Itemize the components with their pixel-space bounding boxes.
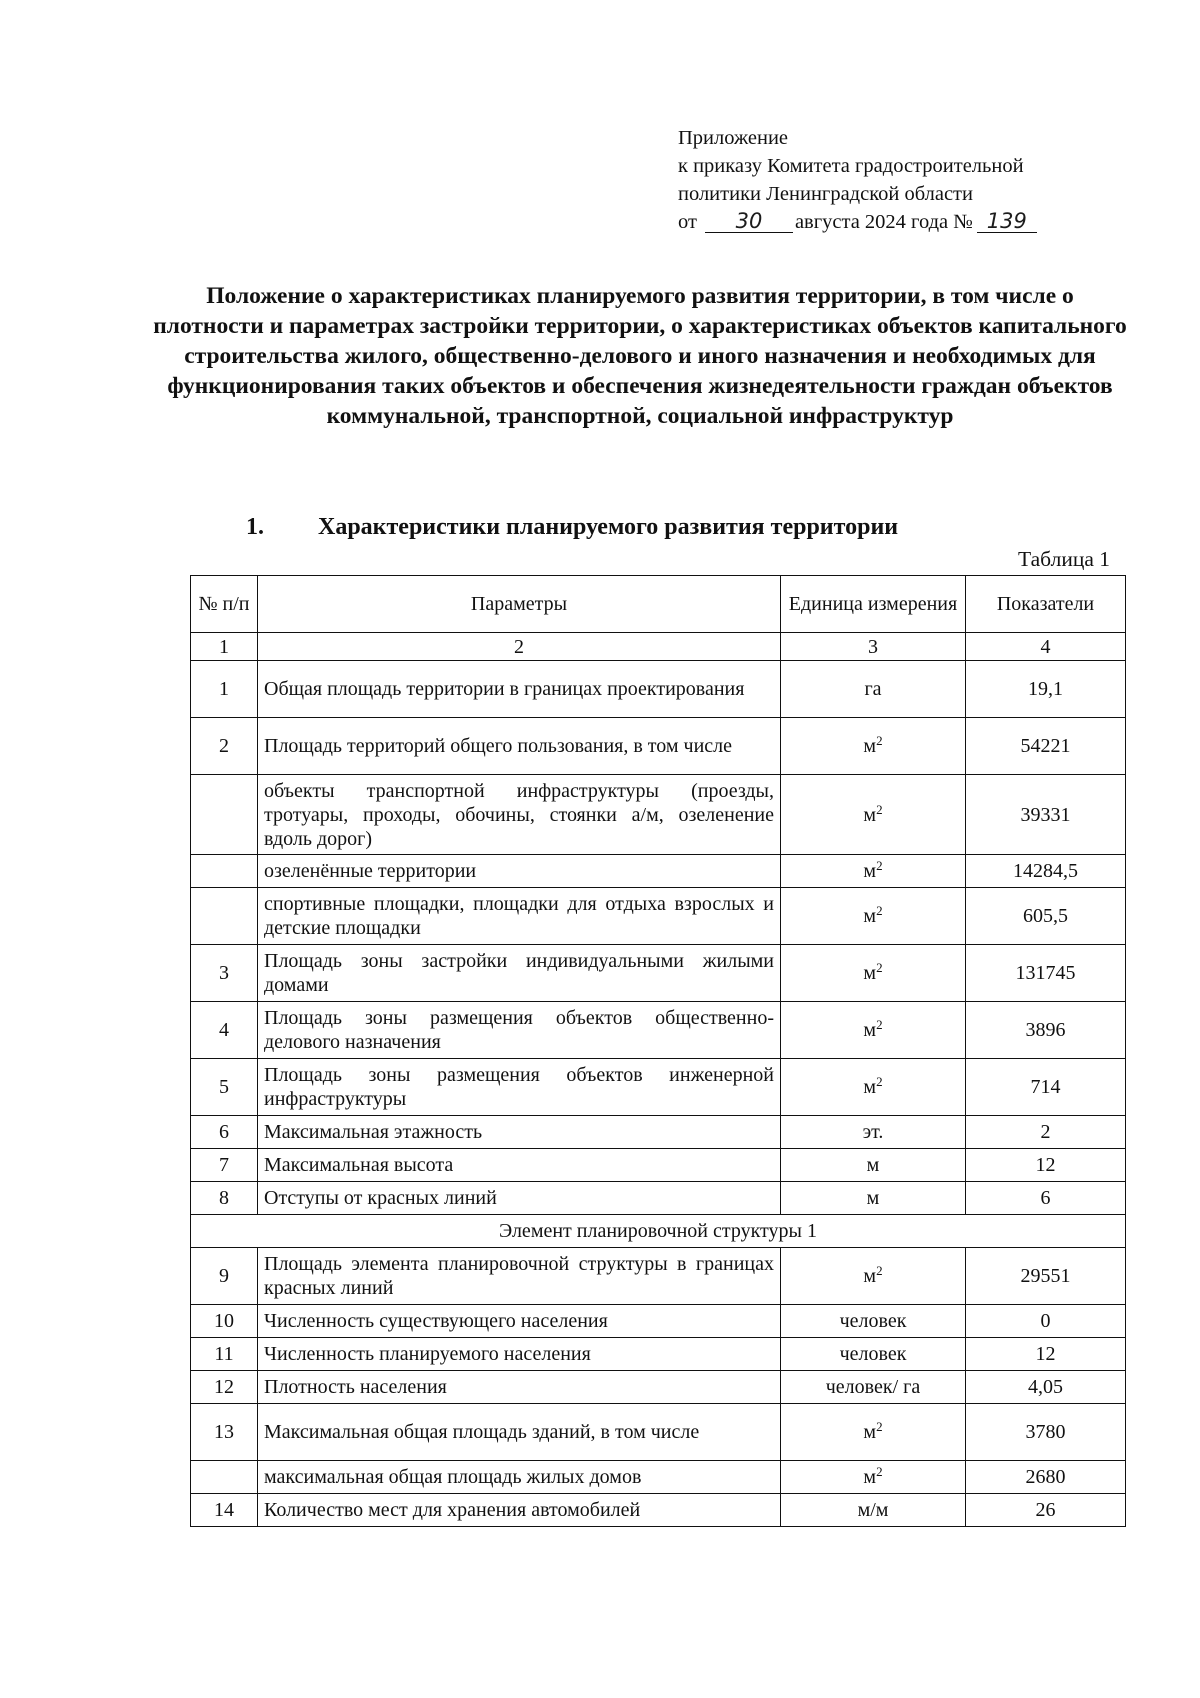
row-number: 10 (191, 1305, 258, 1338)
unit-text: м (863, 860, 877, 882)
table-row (191, 1305, 1126, 1338)
table-body (191, 661, 1126, 1527)
unit-text: м (866, 1154, 880, 1176)
row-parameter: максимальная общая площадь жилых домов (258, 1461, 781, 1494)
row-number: 2 (191, 718, 258, 775)
row-number: 13 (191, 1404, 258, 1461)
row-unit (781, 888, 966, 945)
row-number: 9 (191, 1248, 258, 1305)
row-parameter: спортивные площадки, площадки для отдыха взрослых и детские площадки (258, 888, 781, 945)
table-row (191, 1404, 1126, 1461)
table-row (191, 1248, 1126, 1305)
parameters-table (190, 575, 1126, 1527)
unit-text: человек (839, 1343, 907, 1365)
header-unit: Единица измерения (781, 576, 966, 633)
section-row-label: Элемент планировочной структуры 1 (191, 1215, 1126, 1248)
table-section-row (191, 1215, 1126, 1248)
handwritten-order-number: 139 (977, 210, 1037, 233)
table-row (191, 775, 1126, 855)
row-unit (781, 1116, 966, 1149)
handwritten-day: 30 (705, 210, 793, 233)
row-unit (781, 945, 966, 1002)
row-value: 3896 (966, 1002, 1126, 1059)
table-row (191, 1371, 1126, 1404)
unit-superscript: 2 (876, 1419, 883, 1434)
table-row (191, 1461, 1126, 1494)
unit-text: человек (839, 1310, 907, 1332)
table-row (191, 1149, 1126, 1182)
row-unit (781, 718, 966, 775)
table-row (191, 1116, 1126, 1149)
header-num: № п/п (191, 576, 258, 633)
row-value: 131745 (966, 945, 1126, 1002)
unit-text: м (863, 735, 877, 757)
row-unit (781, 1002, 966, 1059)
unit-superscript: 2 (876, 801, 883, 817)
unit-text: м (863, 1019, 877, 1041)
row-parameter: Численность существующего населения (258, 1305, 781, 1338)
row-number: 7 (191, 1149, 258, 1182)
appendix-line-3: политики Ленинградской области (678, 183, 973, 205)
row-number (191, 775, 258, 855)
appendix-line-1: Приложение (678, 127, 789, 149)
row-value: 12 (966, 1338, 1126, 1371)
column-number-row (191, 633, 1126, 661)
row-value: 39331 (966, 775, 1126, 855)
unit-text: м (863, 1265, 877, 1287)
row-number: 12 (191, 1371, 258, 1404)
row-value: 2680 (966, 1461, 1126, 1494)
row-number (191, 888, 258, 945)
month-year-label: августа 2024 года № (794, 211, 973, 233)
unit-superscript: 2 (876, 903, 883, 918)
unit-superscript: 2 (876, 1074, 883, 1089)
table-row (191, 661, 1126, 718)
table-row (191, 855, 1126, 888)
row-unit (781, 1338, 966, 1371)
table-row (191, 945, 1126, 1002)
column-number: 1 (191, 633, 258, 661)
header-value: Показатели (966, 576, 1126, 633)
row-unit (781, 1248, 966, 1305)
row-parameter: Максимальная общая площадь зданий, в том числе (258, 1404, 781, 1461)
column-number: 4 (966, 633, 1126, 661)
row-unit (781, 775, 966, 855)
appendix-header (678, 124, 1158, 236)
row-unit (781, 1059, 966, 1116)
row-parameter: Площадь зоны застройки индивидуальными жилыми домами (258, 945, 781, 1002)
row-parameter: Площадь элемента планировочной структуры в границах красных линий (258, 1248, 781, 1305)
row-unit (781, 1182, 966, 1215)
row-parameter: Площадь зоны размещения объектов инженерной инфраструктуры (258, 1059, 781, 1116)
appendix-line-2: к приказу Комитета градостроительной (678, 155, 1024, 177)
row-value: 605,5 (966, 888, 1126, 945)
row-value: 26 (966, 1494, 1126, 1527)
unit-superscript: 2 (876, 733, 883, 748)
row-unit (781, 1404, 966, 1461)
unit-superscript: 2 (876, 960, 883, 975)
column-number: 3 (781, 633, 966, 661)
row-value: 714 (966, 1059, 1126, 1116)
unit-text: м (863, 962, 877, 984)
unit-superscript: 2 (876, 1263, 883, 1278)
row-value: 2 (966, 1116, 1126, 1149)
row-number: 11 (191, 1338, 258, 1371)
row-parameter: Площадь зоны размещения объектов общественно-делового назначения (258, 1002, 781, 1059)
unit-text: человек/ га (825, 1376, 921, 1398)
unit-text: м (863, 1076, 877, 1098)
row-parameter: Количество мест для хранения автомобилей (258, 1494, 781, 1527)
row-parameter: Максимальная высота (258, 1149, 781, 1182)
unit-text: эт. (862, 1121, 884, 1143)
table-row (191, 1494, 1126, 1527)
row-value: 3780 (966, 1404, 1126, 1461)
row-unit (781, 1461, 966, 1494)
row-parameter: объекты транспортной инфраструктуры (проезды, тротуары, проходы, обочины, стоянки а/м, озеленение вдоль дорог) (258, 775, 781, 855)
unit-text: м (863, 905, 877, 927)
column-number: 2 (258, 633, 781, 661)
row-number: 4 (191, 1002, 258, 1059)
row-value: 6 (966, 1182, 1126, 1215)
unit-text: м (863, 1466, 877, 1488)
row-value: 54221 (966, 718, 1126, 775)
row-value: 0 (966, 1305, 1126, 1338)
row-value: 12 (966, 1149, 1126, 1182)
table-row (191, 718, 1126, 775)
row-value: 29551 (966, 1248, 1126, 1305)
table-caption: Таблица 1 (1018, 547, 1110, 571)
from-label: от (678, 211, 697, 233)
row-parameter: озеленённые территории (258, 855, 781, 888)
unit-superscript: 2 (876, 1464, 883, 1479)
row-value: 14284,5 (966, 855, 1126, 888)
table-row (191, 1182, 1126, 1215)
section-number: 1. (246, 514, 264, 540)
unit-superscript: 2 (876, 1017, 883, 1032)
row-unit (781, 661, 966, 718)
table-row (191, 1338, 1126, 1371)
row-number: 1 (191, 661, 258, 718)
row-number: 6 (191, 1116, 258, 1149)
row-number (191, 1461, 258, 1494)
row-number: 3 (191, 945, 258, 1002)
table-row (191, 1002, 1126, 1059)
row-parameter: Площадь территорий общего пользования, в том числе (258, 718, 781, 775)
unit-text: м (866, 1187, 880, 1209)
row-number (191, 855, 258, 888)
row-parameter: Максимальная этажность (258, 1116, 781, 1149)
table-header-row (191, 576, 1126, 633)
row-value: 19,1 (966, 661, 1126, 718)
row-unit (781, 1371, 966, 1404)
header-param: Параметры (258, 576, 781, 633)
section-title: Характеристики планируемого развития территории (318, 514, 899, 540)
row-value: 4,05 (966, 1371, 1126, 1404)
row-parameter: Общая площадь территории в границах проектирования (258, 661, 781, 718)
row-number: 14 (191, 1494, 258, 1527)
unit-text: м/м (857, 1499, 889, 1521)
row-parameter: Отступы от красных линий (258, 1182, 781, 1215)
table-row (191, 888, 1126, 945)
unit-superscript: 2 (876, 858, 883, 873)
document-title: Положение о характеристиках планируемого развития территории, в том числе о плотности и параметрах застройки территории, о характеристиках объектов капитального строительства жилого, общественно-делового и иного назначения и необходимых для функционирования таких объектов и обеспечения жизнедеятельности граждан объектов коммунальной, транспортной, социальной инфраструктур (153, 283, 1127, 429)
row-unit (781, 855, 966, 888)
row-parameter: Плотность населения (258, 1371, 781, 1404)
row-unit (781, 1305, 966, 1338)
row-unit (781, 1494, 966, 1527)
section-heading (246, 512, 898, 542)
unit-text: м (863, 1421, 877, 1443)
row-parameter: Численность планируемого населения (258, 1338, 781, 1371)
appendix-date-line (678, 208, 1158, 236)
unit-text: га (864, 678, 882, 700)
row-number: 8 (191, 1182, 258, 1215)
row-number: 5 (191, 1059, 258, 1116)
table-row (191, 1059, 1126, 1116)
unit-text: м (863, 803, 877, 826)
row-unit (781, 1149, 966, 1182)
